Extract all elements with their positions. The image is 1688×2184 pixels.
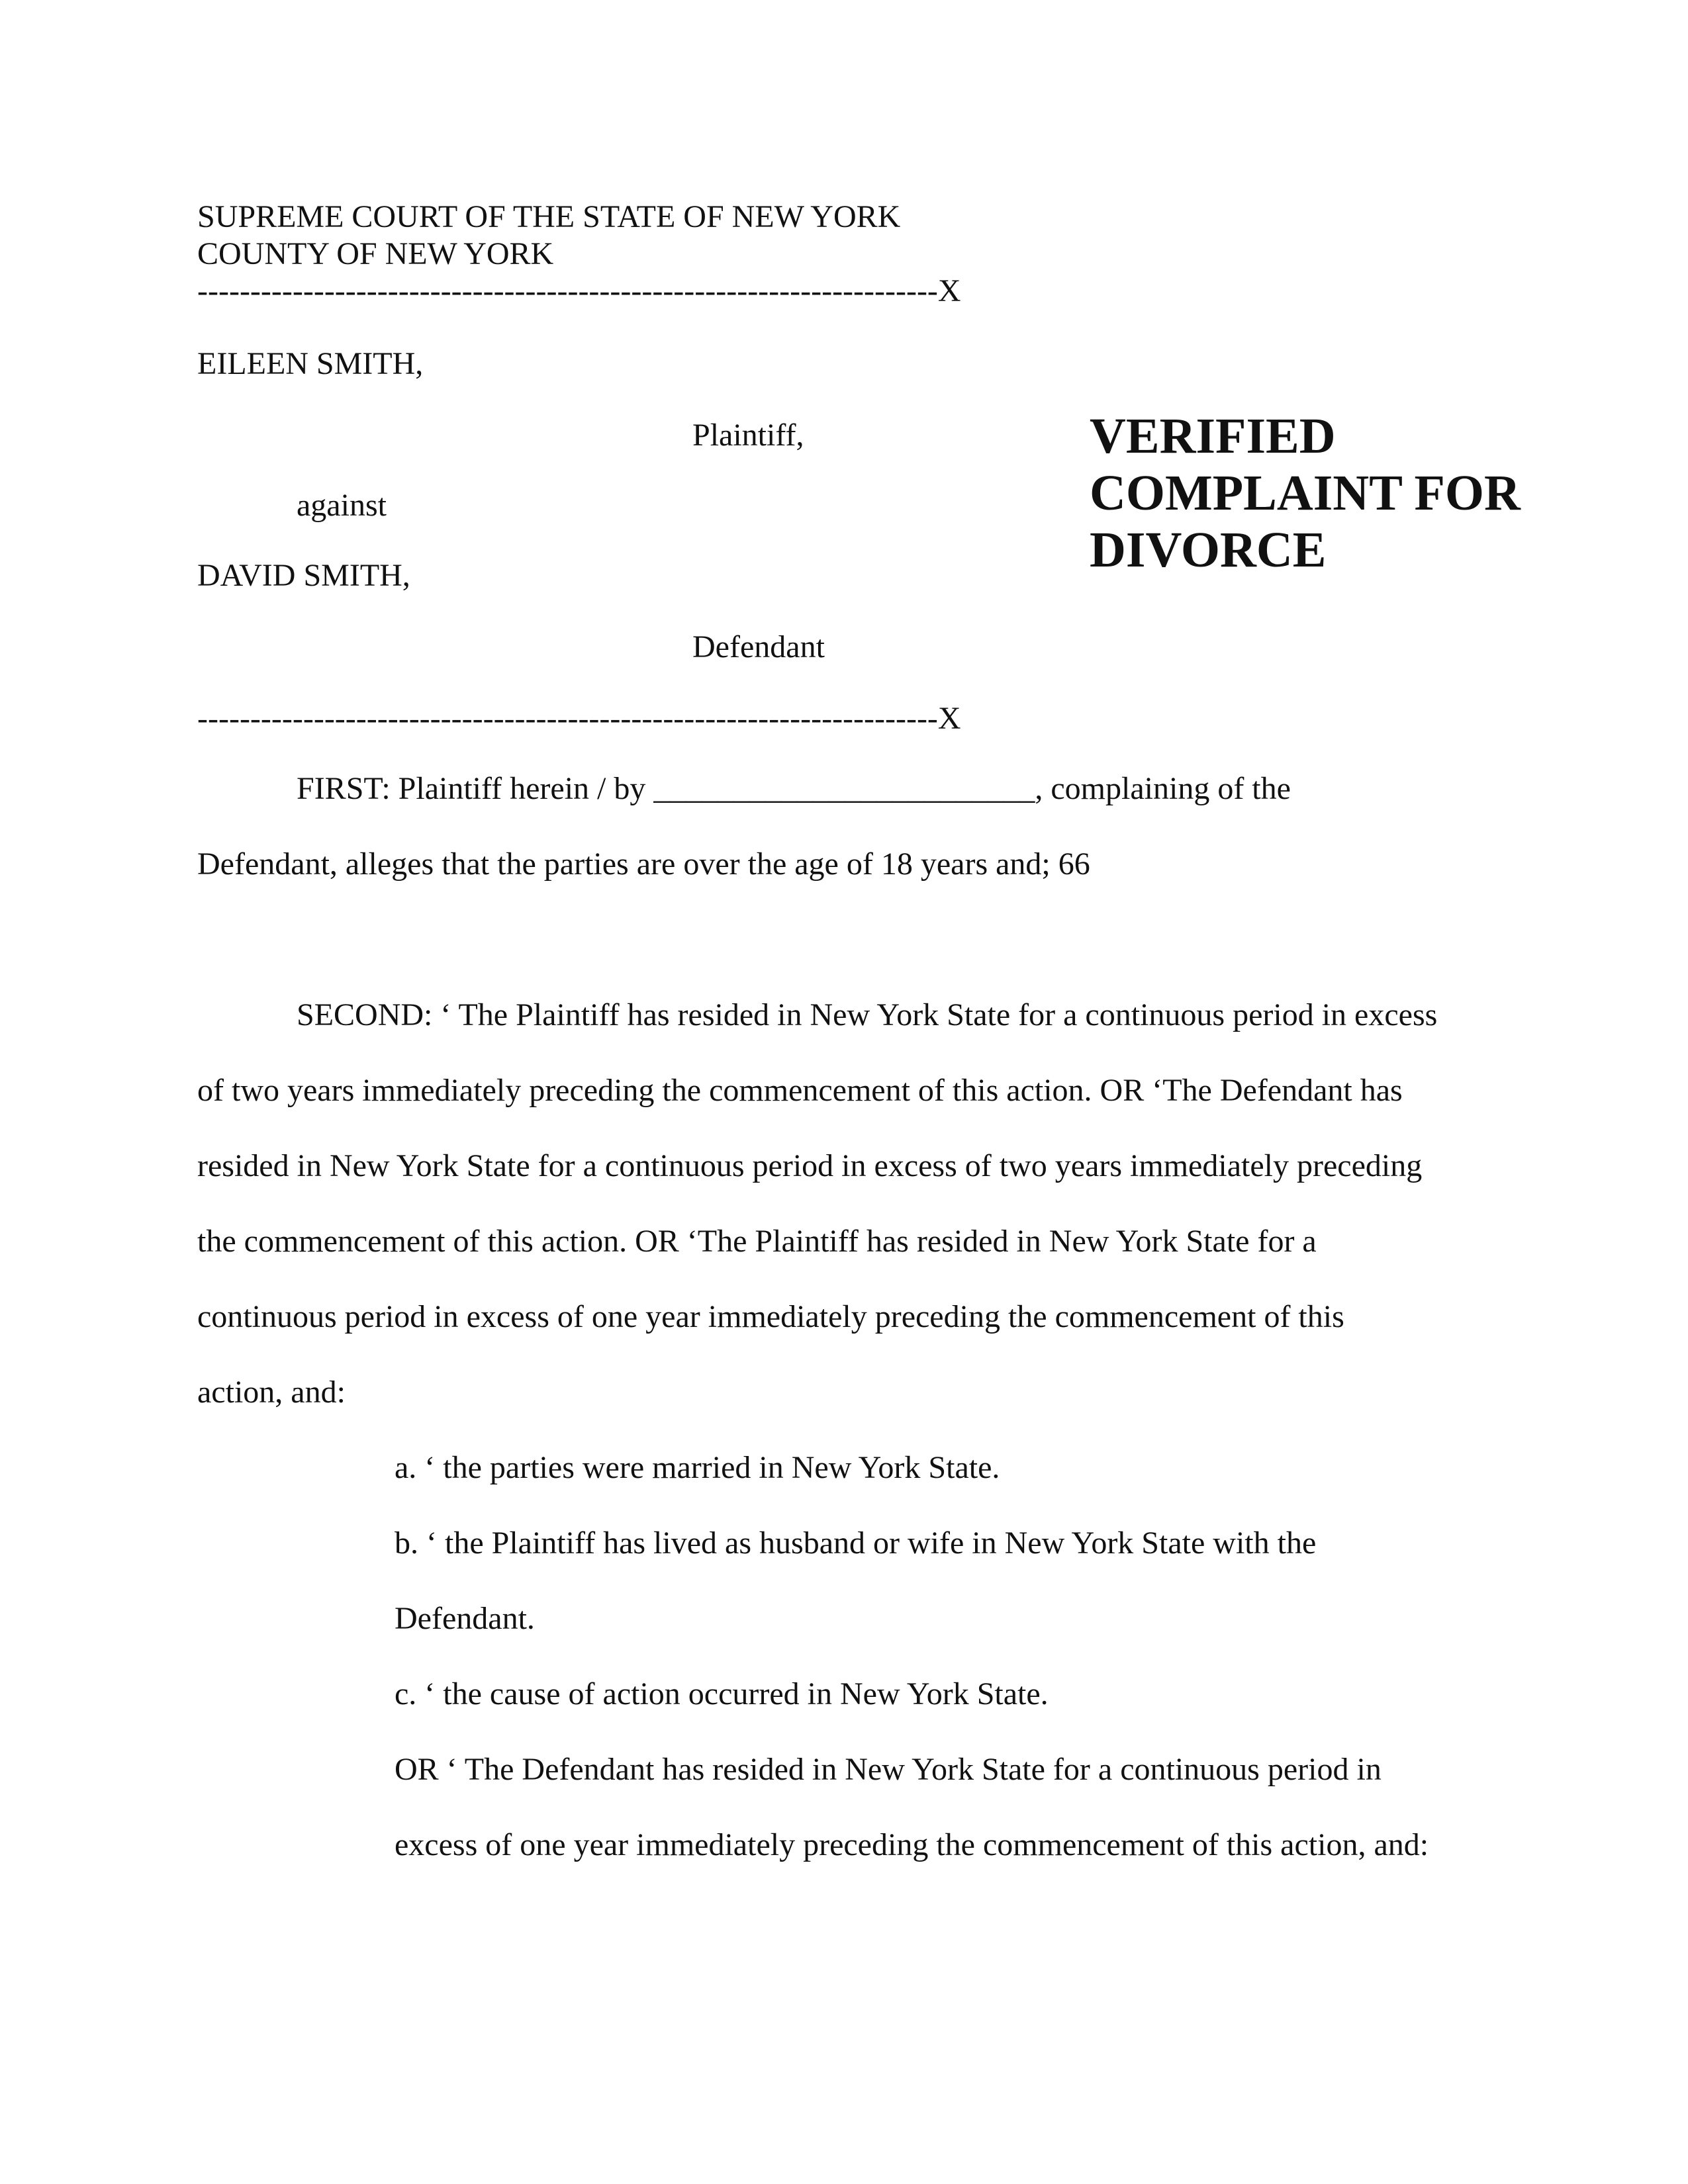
- plaintiff-role: Plaintiff,: [692, 418, 804, 453]
- list-item-c: c. ‘ the cause of action occurred in New York State.: [395, 1676, 1049, 1711]
- against-label: against: [297, 488, 387, 523]
- plaintiff-name: EILEEN SMITH,: [197, 346, 424, 381]
- or-clause-line-1: OR ‘ The Defendant has resided in New York State for a continuous period in: [395, 1752, 1382, 1787]
- first-paragraph-line-1: FIRST: Plaintiff herein / by ________________________, complaining of the: [297, 771, 1291, 806]
- title-line-3: DIVORCE: [1090, 522, 1327, 578]
- or-clause-line-2: excess of one year immediately preceding the commencement of this action, and:: [395, 1827, 1429, 1862]
- title-line-1: VERIFIED: [1090, 408, 1336, 464]
- court-name: SUPREME COURT OF THE STATE OF NEW YORK: [197, 199, 901, 234]
- second-paragraph-line-1: SECOND: ‘ The Plaintiff has resided in New York State for a continuous period in excess: [297, 997, 1438, 1032]
- second-paragraph-line-5: continuous period in excess of one year immediately preceding the commencement of this: [197, 1299, 1344, 1334]
- second-paragraph-line-6: action, and:: [197, 1375, 346, 1410]
- defendant-role: Defendant: [692, 629, 825, 664]
- caption-rule-bottom: ----------------------------------------------------------------------X: [197, 701, 961, 736]
- caption-rule-top: ----------------------------------------------------------------------X: [197, 273, 961, 308]
- list-item-b-line-2: Defendant.: [395, 1601, 535, 1636]
- title-line-2: COMPLAINT FOR: [1090, 465, 1521, 521]
- second-paragraph-line-3: resided in New York State for a continuous period in excess of two years immediately preceding: [197, 1148, 1423, 1183]
- county-name: COUNTY OF NEW YORK: [197, 236, 554, 271]
- second-paragraph-line-2: of two years immediately preceding the commencement of this action. OR ‘The Defendant has: [197, 1073, 1403, 1108]
- first-paragraph-line-2: Defendant, alleges that the parties are over the age of 18 years and; 66: [197, 846, 1090, 882]
- list-item-b-line-1: b. ‘ the Plaintiff has lived as husband or wife in New York State with the: [395, 1525, 1317, 1561]
- document-title: [1090, 408, 1521, 578]
- defendant-name: DAVID SMITH,: [197, 558, 410, 593]
- list-item-a: a. ‘ the parties were married in New York State.: [395, 1450, 1000, 1485]
- second-paragraph-line-4: the commencement of this action. OR ‘The Plaintiff has resided in New York State for a: [197, 1224, 1317, 1259]
